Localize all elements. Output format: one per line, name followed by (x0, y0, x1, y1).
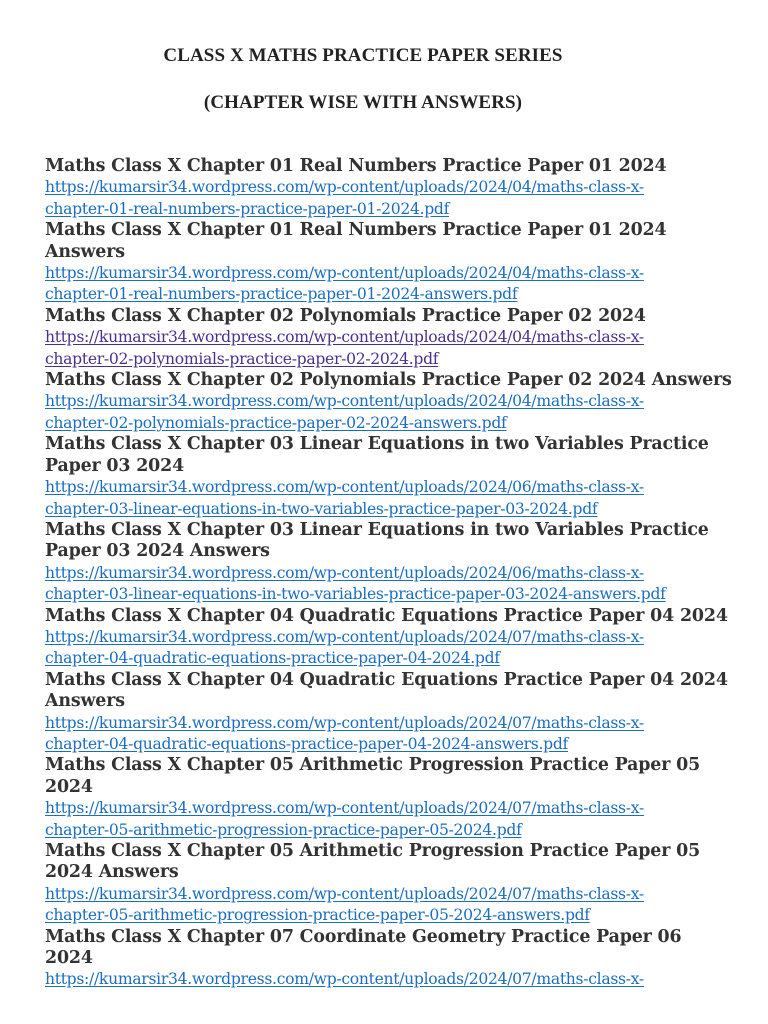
list-item (45, 520, 735, 606)
entry-link-line[interactable]: chapter-04-quadratic-equations-practice-paper-04-2024.pdf (45, 649, 500, 668)
list-item (45, 927, 735, 991)
entry-title (45, 670, 735, 713)
entry-link-line[interactable]: chapter-05-arithmetic-progression-practice-paper-05-2024.pdf (45, 820, 522, 839)
entry-link-line[interactable]: https://kumarsir34.wordpress.com/wp-content/uploads/2024/06/maths-class-x- (45, 563, 644, 582)
entry-link-line[interactable]: https://kumarsir34.wordpress.com/wp-content/uploads/2024/04/maths-class-x- (45, 392, 644, 411)
entry-title (45, 755, 735, 798)
entry-title (45, 606, 735, 627)
entry-title-line: Maths Class X Chapter 02 Polynomials Practice Paper 02 2024 (45, 305, 646, 326)
entry-title (45, 220, 735, 263)
entry-title-line: Maths Class X Chapter 04 Quadratic Equations Practice Paper 04 2024 (45, 605, 728, 626)
list-item (45, 841, 735, 927)
document-subtitle: (CHAPTER WISE WITH ANSWERS) (203, 92, 523, 113)
entry-link[interactable] (45, 477, 735, 520)
entry-link-line[interactable]: chapter-03-linear-equations-in-two-variables-practice-paper-03-2024.pdf (45, 499, 598, 518)
entry-title-line: Answers (45, 691, 125, 712)
list-item (45, 670, 735, 756)
entry-link-line[interactable]: https://kumarsir34.wordpress.com/wp-content/uploads/2024/07/maths-class-x- (45, 884, 644, 903)
entry-title (45, 520, 735, 563)
paper-list (45, 156, 735, 991)
entry-title-line: Maths Class X Chapter 04 Quadratic Equations Practice Paper 04 2024 (45, 669, 728, 690)
entry-link-line[interactable]: https://kumarsir34.wordpress.com/wp-content/uploads/2024/07/maths-class-x- (45, 970, 644, 989)
list-item (45, 434, 735, 520)
entry-title-line: Maths Class X Chapter 02 Polynomials Practice Paper 02 2024 Answers (45, 370, 732, 391)
list-item (45, 156, 735, 220)
entry-title-line: 2024 Answers (45, 862, 179, 883)
entry-title-line: Paper 03 2024 Answers (45, 541, 270, 562)
entry-title-line: 2024 (45, 776, 93, 797)
list-item (45, 220, 735, 306)
entry-title (45, 841, 735, 884)
entry-link-line[interactable]: chapter-02-polynomials-practice-paper-02-2024.pdf (45, 349, 439, 368)
entry-title-line: Maths Class X Chapter 03 Linear Equations in two Variables Practice (45, 434, 709, 455)
entry-link-line[interactable]: https://kumarsir34.wordpress.com/wp-content/uploads/2024/04/maths-class-x- (45, 178, 644, 197)
entry-link[interactable] (45, 177, 735, 220)
entry-title-line: Paper 03 2024 (45, 455, 185, 476)
entry-link-line[interactable]: chapter-03-linear-equations-in-two-variables-practice-paper-03-2024-answers.pdf (45, 585, 666, 604)
entry-link[interactable] (45, 713, 735, 756)
list-item (45, 755, 735, 841)
entry-title-line: Maths Class X Chapter 05 Arithmetic Progression Practice Paper 05 (45, 841, 701, 861)
entry-link-line[interactable]: chapter-01-real-numbers-practice-paper-01-2024-answers.pdf (45, 285, 518, 304)
entry-title (45, 434, 735, 477)
entry-link-line[interactable]: chapter-04-quadratic-equations-practice-paper-04-2024-answers.pdf (45, 734, 569, 753)
entry-link[interactable] (45, 327, 735, 370)
entry-link-line[interactable]: https://kumarsir34.wordpress.com/wp-content/uploads/2024/07/maths-class-x- (45, 627, 644, 646)
list-item (45, 306, 735, 370)
entry-link[interactable] (45, 798, 735, 841)
entry-title-line: Maths Class X Chapter 05 Arithmetic Progression Practice Paper 05 (45, 755, 701, 776)
list-item (45, 606, 735, 670)
entry-title (45, 156, 735, 177)
entry-title (45, 306, 735, 327)
entry-link-line[interactable]: https://kumarsir34.wordpress.com/wp-content/uploads/2024/04/maths-class-x- (45, 264, 644, 283)
document-title: CLASS X MATHS PRACTICE PAPER SERIES (163, 45, 563, 66)
entry-title-line: Answers (45, 241, 125, 262)
entry-title-line: Maths Class X Chapter 01 Real Numbers Practice Paper 01 2024 (45, 220, 667, 241)
entry-link[interactable] (45, 263, 735, 306)
entry-link-line[interactable]: https://kumarsir34.wordpress.com/wp-content/uploads/2024/07/maths-class-x- (45, 799, 644, 818)
entry-link-line[interactable]: https://kumarsir34.wordpress.com/wp-content/uploads/2024/07/maths-class-x- (45, 713, 644, 732)
entry-title (45, 370, 735, 391)
list-item (45, 370, 735, 434)
entry-link-line[interactable]: chapter-01-real-numbers-practice-paper-01-2024.pdf (45, 199, 450, 218)
entry-link[interactable] (45, 391, 735, 434)
entry-link-line[interactable]: https://kumarsir34.wordpress.com/wp-content/uploads/2024/06/maths-class-x- (45, 478, 644, 497)
entry-link[interactable] (45, 563, 735, 606)
entry-title (45, 927, 735, 970)
entry-title-line: Maths Class X Chapter 01 Real Numbers Practice Paper 01 2024 (45, 156, 667, 176)
entry-title-line: Maths Class X Chapter 07 Coordinate Geometry Practice Paper 06 2024 (45, 926, 682, 969)
entry-link[interactable] (45, 969, 735, 990)
entry-title-line: Maths Class X Chapter 03 Linear Equations in two Variables Practice (45, 519, 709, 540)
entry-link[interactable] (45, 884, 735, 927)
entry-link-line[interactable]: chapter-05-arithmetic-progression-practice-paper-05-2024-answers.pdf (45, 906, 590, 925)
entry-link[interactable] (45, 627, 735, 670)
entry-link-line[interactable]: chapter-02-polynomials-practice-paper-02-2024-answers.pdf (45, 413, 507, 432)
entry-link-line[interactable]: https://kumarsir34.wordpress.com/wp-content/uploads/2024/04/maths-class-x- (45, 328, 644, 347)
